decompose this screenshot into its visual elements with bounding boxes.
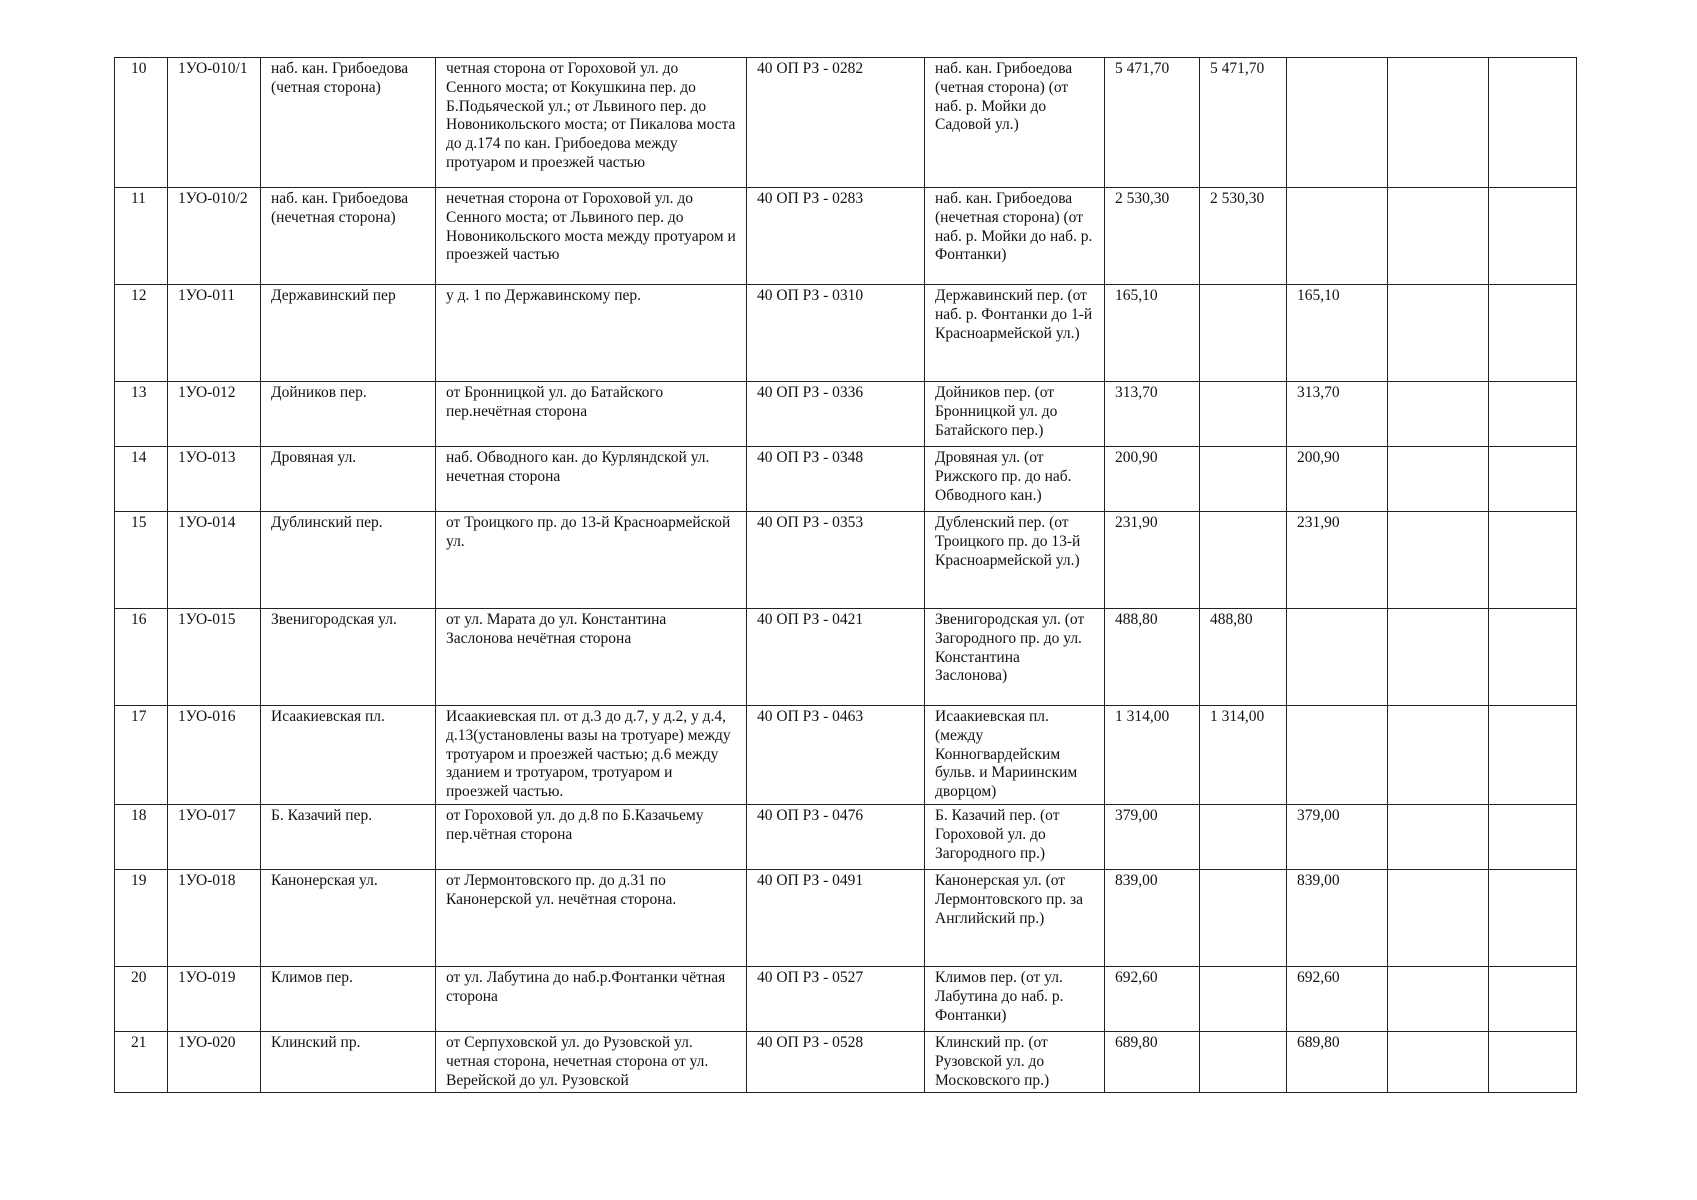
road-name-cell: Дубленский пер. (от Троицкого пр. до 13-й Красноармейской ул.) [925,512,1105,609]
row-number-cell: 10 [115,58,168,188]
row-number-cell: 17 [115,706,168,805]
value-3-cell [1388,609,1489,706]
registry-number-cell: 40 ОП РЗ - 0310 [747,285,925,382]
road-name-cell: Дойников пер. (от Бронницкой ул. до Батайского пер.) [925,382,1105,447]
value-3-cell [1388,382,1489,447]
street-name-cell: Звенигородская ул. [261,609,436,706]
registry-number-cell: 40 ОП РЗ - 0463 [747,706,925,805]
street-name-cell: Канонерская ул. [261,869,436,966]
value-2-cell [1287,706,1388,805]
value-2-cell [1287,609,1388,706]
value-1-cell [1200,512,1287,609]
location-description-cell: Исаакиевская пл. от д.3 до д.7, у д.2, у д.4, д.13(установлены вазы на тротуаре) между тротуаром и проезжей частью; д.6 между зданием и тротуаром, тротуаром и проезжей частью. [436,706,747,805]
object-code-cell: 1УО-012 [168,382,261,447]
total-value-cell: 379,00 [1105,804,1200,869]
table-row [115,966,1577,1031]
roads-table [114,57,1577,1093]
row-number-cell: 13 [115,382,168,447]
value-3-cell [1388,1031,1489,1092]
registry-number-cell: 40 ОП РЗ - 0348 [747,447,925,512]
row-number-cell: 16 [115,609,168,706]
registry-number-cell: 40 ОП РЗ - 0528 [747,1031,925,1092]
total-value-cell: 692,60 [1105,966,1200,1031]
street-name-cell: Державинский пер [261,285,436,382]
row-number-cell: 12 [115,285,168,382]
value-1-cell: 1 314,00 [1200,706,1287,805]
value-2-cell: 839,00 [1287,869,1388,966]
total-value-cell: 5 471,70 [1105,58,1200,188]
row-number-cell: 14 [115,447,168,512]
object-code-cell: 1УО-010/1 [168,58,261,188]
street-name-cell: Б. Казачий пер. [261,804,436,869]
registry-number-cell: 40 ОП РЗ - 0476 [747,804,925,869]
location-description-cell: нечетная сторона от Гороховой ул. до Сенного моста; от Львиного пер. до Новоникольского моста между протуаром и проезжей частью [436,188,747,285]
value-3-cell [1388,285,1489,382]
location-description-cell: от Бронницкой ул. до Батайского пер.нечётная сторона [436,382,747,447]
table-body [115,58,1577,1093]
table-row [115,512,1577,609]
table-row [115,285,1577,382]
value-2-cell [1287,188,1388,285]
table-row [115,447,1577,512]
value-2-cell [1287,58,1388,188]
street-name-cell: Дровяная ул. [261,447,436,512]
registry-number-cell: 40 ОП РЗ - 0283 [747,188,925,285]
street-name-cell: Клинский пр. [261,1031,436,1092]
table-row [115,804,1577,869]
value-1-cell: 488,80 [1200,609,1287,706]
value-3-cell [1388,447,1489,512]
row-number-cell: 11 [115,188,168,285]
object-code-cell: 1УО-018 [168,869,261,966]
street-name-cell: Климов пер. [261,966,436,1031]
total-value-cell: 488,80 [1105,609,1200,706]
value-4-cell [1489,382,1577,447]
registry-number-cell: 40 ОП РЗ - 0491 [747,869,925,966]
total-value-cell: 689,80 [1105,1031,1200,1092]
street-name-cell: Дойников пер. [261,382,436,447]
value-3-cell [1388,966,1489,1031]
object-code-cell: 1УО-019 [168,966,261,1031]
total-value-cell: 1 314,00 [1105,706,1200,805]
value-1-cell [1200,1031,1287,1092]
value-4-cell [1489,706,1577,805]
table-row [115,609,1577,706]
road-name-cell: Исаакиевская пл. (между Конногвардейским бульв. и Мариинским дворцом) [925,706,1105,805]
value-4-cell [1489,1031,1577,1092]
table-row [115,1031,1577,1092]
street-name-cell: Исаакиевская пл. [261,706,436,805]
location-description-cell: наб. Обводного кан. до Курляндской ул. нечетная сторона [436,447,747,512]
object-code-cell: 1УО-011 [168,285,261,382]
road-name-cell: Звенигородская ул. (от Загородного пр. до ул. Константина Заслонова) [925,609,1105,706]
location-description-cell: от ул. Лабутина до наб.р.Фонтанки чётная сторона [436,966,747,1031]
value-1-cell: 5 471,70 [1200,58,1287,188]
object-code-cell: 1УО-010/2 [168,188,261,285]
table-row [115,382,1577,447]
total-value-cell: 313,70 [1105,382,1200,447]
object-code-cell: 1УО-014 [168,512,261,609]
registry-number-cell: 40 ОП РЗ - 0282 [747,58,925,188]
value-2-cell: 692,60 [1287,966,1388,1031]
object-code-cell: 1УО-015 [168,609,261,706]
value-3-cell [1388,512,1489,609]
value-1-cell [1200,382,1287,447]
object-code-cell: 1УО-013 [168,447,261,512]
location-description-cell: от Лермонтовского пр. до д.31 по Канонерской ул. нечётная сторона. [436,869,747,966]
value-4-cell [1489,869,1577,966]
total-value-cell: 231,90 [1105,512,1200,609]
registry-number-cell: 40 ОП РЗ - 0336 [747,382,925,447]
road-name-cell: наб. кан. Грибоедова (нечетная сторона) (от наб. р. Мойки до наб. р. Фонтанки) [925,188,1105,285]
row-number-cell: 20 [115,966,168,1031]
value-1-cell [1200,966,1287,1031]
value-2-cell: 379,00 [1287,804,1388,869]
value-3-cell [1388,58,1489,188]
row-number-cell: 19 [115,869,168,966]
value-2-cell: 200,90 [1287,447,1388,512]
street-name-cell: Дублинский пер. [261,512,436,609]
registry-number-cell: 40 ОП РЗ - 0421 [747,609,925,706]
object-code-cell: 1УО-016 [168,706,261,805]
road-name-cell: Дровяная ул. (от Рижского пр. до наб. Обводного кан.) [925,447,1105,512]
table-row [115,58,1577,188]
value-3-cell [1388,188,1489,285]
value-4-cell [1489,512,1577,609]
total-value-cell: 839,00 [1105,869,1200,966]
value-4-cell [1489,285,1577,382]
road-name-cell: Клинский пр. (от Рузовской ул. до Московского пр.) [925,1031,1105,1092]
table-row [115,869,1577,966]
total-value-cell: 165,10 [1105,285,1200,382]
object-code-cell: 1УО-020 [168,1031,261,1092]
value-2-cell: 313,70 [1287,382,1388,447]
object-code-cell: 1УО-017 [168,804,261,869]
total-value-cell: 2 530,30 [1105,188,1200,285]
value-4-cell [1489,447,1577,512]
total-value-cell: 200,90 [1105,447,1200,512]
road-name-cell: наб. кан. Грибоедова (четная сторона) (от наб. р. Мойки до Садовой ул.) [925,58,1105,188]
location-description-cell: у д. 1 по Державинскому пер. [436,285,747,382]
value-1-cell [1200,285,1287,382]
street-name-cell: наб. кан. Грибоедова (четная сторона) [261,58,436,188]
value-3-cell [1388,804,1489,869]
value-4-cell [1489,58,1577,188]
value-3-cell [1388,869,1489,966]
value-4-cell [1489,804,1577,869]
road-name-cell: Канонерская ул. (от Лермонтовского пр. за Английский пр.) [925,869,1105,966]
street-name-cell: наб. кан. Грибоедова (нечетная сторона) [261,188,436,285]
road-name-cell: Державинский пер. (от наб. р. Фонтанки до 1-й Красноармейской ул.) [925,285,1105,382]
location-description-cell: четная сторона от Гороховой ул. до Сенного моста; от Кокушкина пер. до Б.Подьяческой ул.; от Львиного пер. до Новоникольского моста; от Пикалова моста до д.174 по кан. Грибоедова между протуаром и проезжей частью [436,58,747,188]
row-number-cell: 21 [115,1031,168,1092]
value-2-cell: 689,80 [1287,1031,1388,1092]
location-description-cell: от Троицкого пр. до 13-й Красноармейской ул. [436,512,747,609]
location-description-cell: от Гороховой ул. до д.8 по Б.Казачьему пер.чётная сторона [436,804,747,869]
value-3-cell [1388,706,1489,805]
value-2-cell: 165,10 [1287,285,1388,382]
table-row [115,706,1577,805]
road-name-cell: Б. Казачий пер. (от Гороховой ул. до Загородного пр.) [925,804,1105,869]
location-description-cell: от ул. Марата до ул. Константина Заслонова нечётная сторона [436,609,747,706]
value-1-cell [1200,804,1287,869]
table-row [115,188,1577,285]
value-1-cell [1200,447,1287,512]
location-description-cell: от Серпуховской ул. до Рузовской ул. четная сторона, нечетная сторона от ул. Верейской до ул. Рузовской [436,1031,747,1092]
registry-number-cell: 40 ОП РЗ - 0353 [747,512,925,609]
value-2-cell: 231,90 [1287,512,1388,609]
value-4-cell [1489,609,1577,706]
value-4-cell [1489,966,1577,1031]
value-1-cell: 2 530,30 [1200,188,1287,285]
value-4-cell [1489,188,1577,285]
row-number-cell: 18 [115,804,168,869]
road-name-cell: Климов пер. (от ул. Лабутина до наб. р. Фонтанки) [925,966,1105,1031]
registry-number-cell: 40 ОП РЗ - 0527 [747,966,925,1031]
value-1-cell [1200,869,1287,966]
row-number-cell: 15 [115,512,168,609]
